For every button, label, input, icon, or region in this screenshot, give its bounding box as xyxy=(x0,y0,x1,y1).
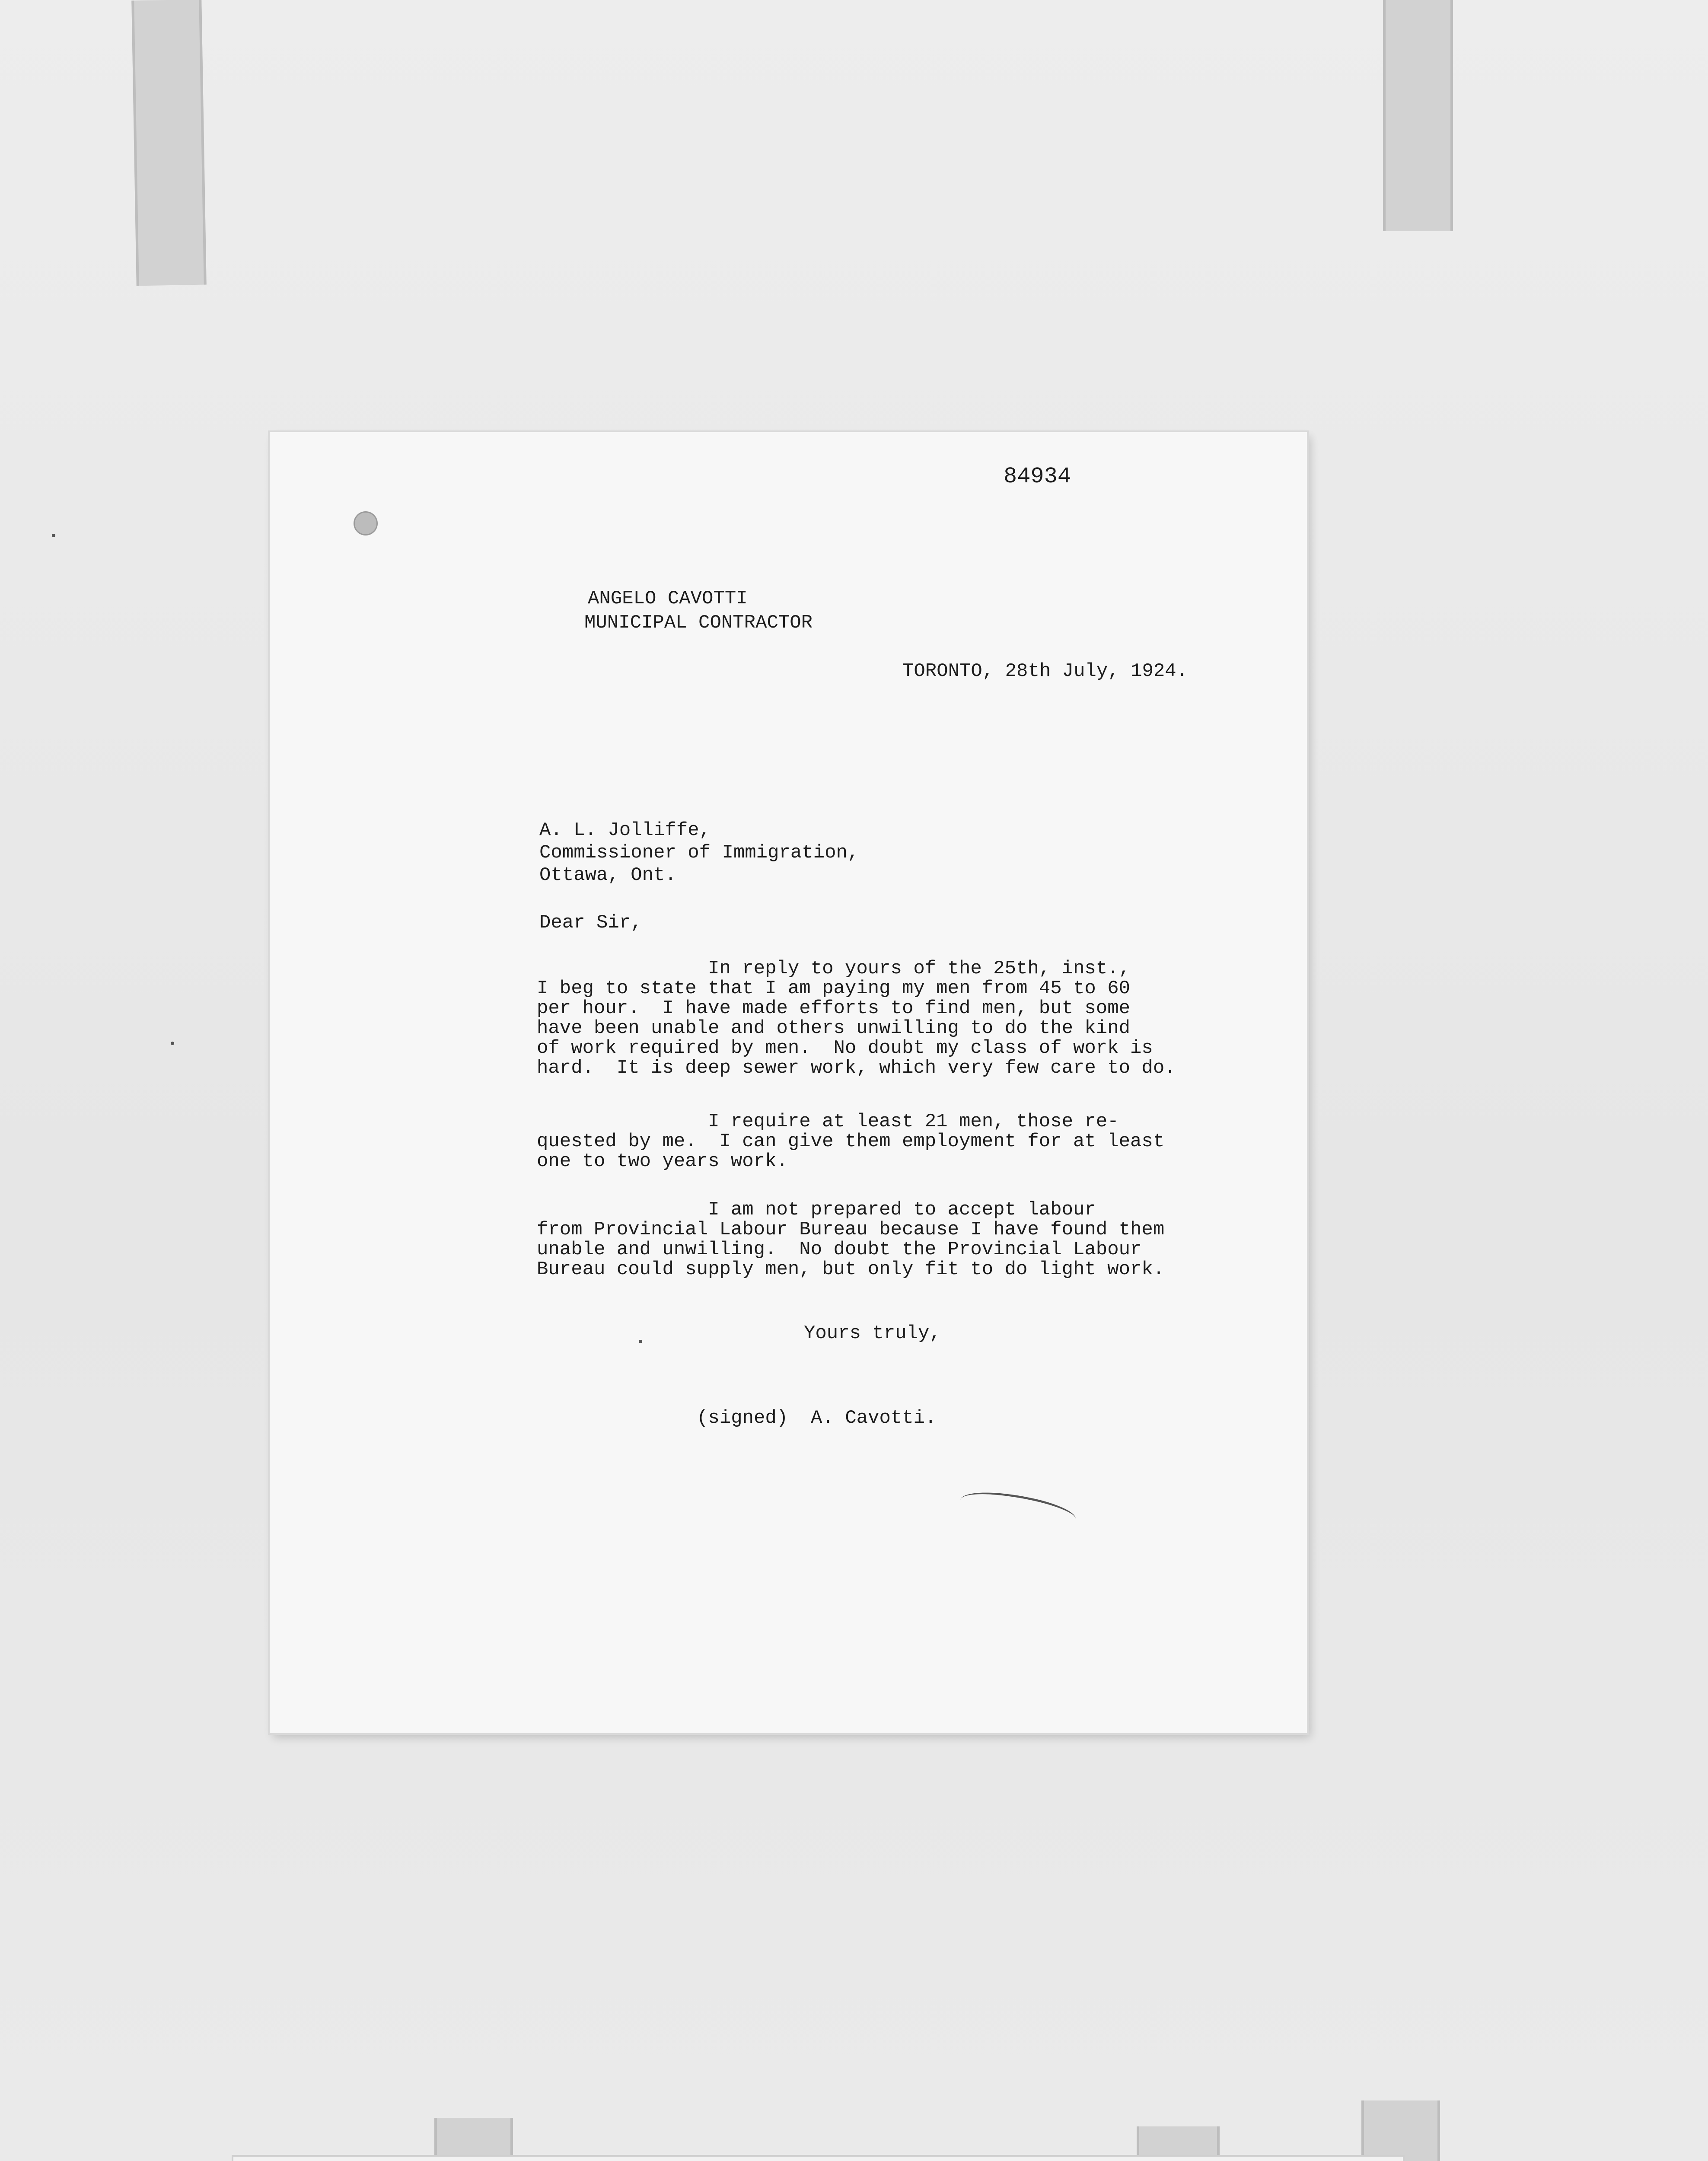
dust-speck xyxy=(52,534,55,537)
body-line: from Provincial Labour Bureau because I have found them xyxy=(537,1219,1165,1240)
body-line: one to two years work. xyxy=(537,1151,788,1172)
recipient-location: Ottawa, Ont. xyxy=(539,864,676,886)
archive-label-card xyxy=(233,2157,1403,2161)
salutation: Dear Sir, xyxy=(539,912,642,934)
mounting-tape xyxy=(131,0,206,286)
body-line: Bureau could supply men, but only fit to do light work. xyxy=(537,1259,1165,1280)
mounting-tape xyxy=(434,2118,513,2161)
body-line: have been unable and others unwilling to do the kind xyxy=(537,1017,1131,1039)
mounting-tape xyxy=(1137,2126,1220,2161)
punch-hole xyxy=(354,511,378,535)
closing: Yours truly, xyxy=(804,1323,941,1344)
dust-speck xyxy=(171,1042,174,1045)
dateline: TORONTO, 28th July, 1924. xyxy=(902,660,1188,682)
signature-line: (signed) A. Cavotti. xyxy=(697,1407,937,1429)
folio-number: 84934 xyxy=(1004,464,1071,489)
body-line: quested by me. I can give them employment for at least xyxy=(537,1131,1165,1152)
sender-title: MUNICIPAL CONTRACTOR xyxy=(584,612,813,634)
mounting-tape xyxy=(1383,0,1453,231)
sender-name: ANGELO CAVOTTI xyxy=(588,588,748,609)
dust-speck xyxy=(639,1340,642,1343)
body-line: hard. It is deep sewer work, which very few care to do. xyxy=(537,1057,1176,1079)
recipient-name: A. L. Jolliffe, xyxy=(539,819,711,841)
body-line: of work required by men. No doubt my class of work is xyxy=(537,1037,1153,1059)
body-line: In reply to yours of the 25th, inst., xyxy=(537,958,1131,979)
body-line: I require at least 21 men, those re- xyxy=(537,1111,1119,1132)
body-line: I beg to state that I am paying my men from 45 to 60 xyxy=(537,978,1131,999)
mounting-tape xyxy=(1361,2100,1440,2161)
recipient-title: Commissioner of Immigration, xyxy=(539,842,859,864)
body-line: I am not prepared to accept labour xyxy=(537,1199,1096,1221)
body-line: per hour. I have made efforts to find men, but some xyxy=(537,998,1131,1019)
body-line: unable and unwilling. No doubt the Provincial Labour xyxy=(537,1239,1142,1260)
